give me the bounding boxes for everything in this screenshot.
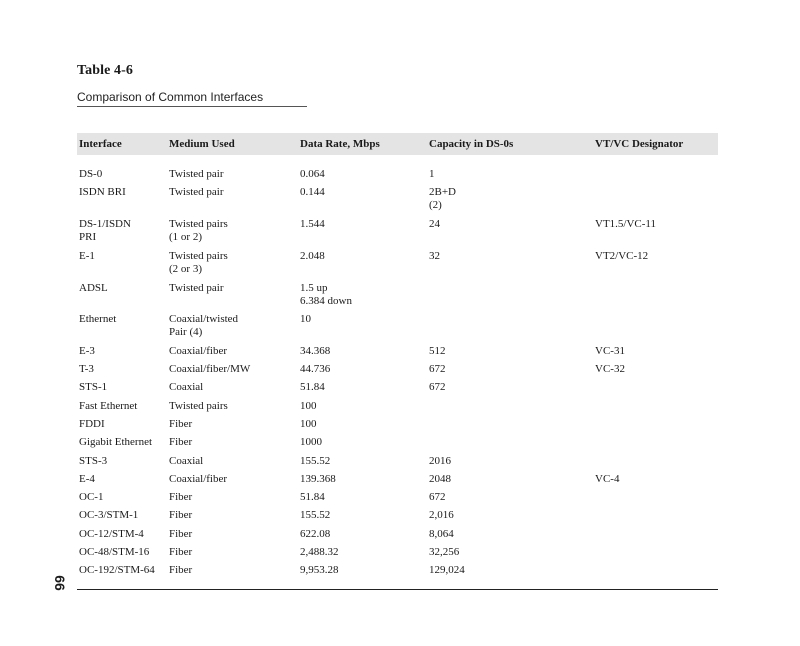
cell-designator: VC-4 — [595, 473, 620, 485]
cell-medium: Twisted pairs (2 or 3) — [169, 250, 228, 275]
cell-medium: Coaxial/fiber/MW — [169, 363, 251, 375]
cell-rate: 1.5 up 6.384 down — [300, 282, 352, 307]
page-number: 66 — [52, 575, 68, 591]
cell-medium: Fiber — [169, 509, 193, 521]
cell-capacity: 32 — [429, 250, 440, 262]
cell-designator: VT1.5/VC-11 — [595, 218, 657, 230]
cell-rate: 1.544 — [300, 218, 325, 230]
cell-capacity: 2048 — [429, 473, 451, 485]
cell-capacity: 1 — [429, 168, 435, 180]
cell-rate: 155.52 — [300, 509, 331, 521]
cell-capacity: 512 — [429, 345, 446, 357]
cell-rate: 622.08 — [300, 528, 331, 540]
cell-medium: Fiber — [169, 546, 193, 558]
cell-medium: Fiber — [169, 528, 193, 540]
column-header-medium: Medium Used — [169, 138, 235, 150]
cell-interface: E-3 — [79, 345, 95, 357]
table-bottom-rule — [77, 589, 718, 590]
cell-capacity: 672 — [429, 491, 446, 503]
table-label: Table 4-6 — [77, 63, 134, 78]
cell-interface: OC-192/STM-64 — [79, 564, 155, 576]
cell-medium: Coaxial — [169, 455, 204, 467]
cell-capacity: 129,024 — [429, 564, 465, 576]
cell-interface: Fast Ethernet — [79, 400, 138, 412]
cell-interface: DS-1/ISDN PRI — [79, 218, 131, 243]
cell-medium: Fiber — [169, 564, 193, 576]
cell-designator: VC-32 — [595, 363, 625, 375]
cell-interface: STS-1 — [79, 381, 108, 393]
cell-rate: 155.52 — [300, 455, 331, 467]
column-header-data-rate: Data Rate, Mbps — [300, 138, 380, 150]
cell-interface: OC-1 — [79, 491, 104, 503]
cell-designator: VT2/VC-12 — [595, 250, 649, 262]
cell-interface: OC-48/STM-16 — [79, 546, 150, 558]
column-header-capacity: Capacity in DS-0s — [429, 138, 514, 150]
cell-capacity: 2,016 — [429, 509, 454, 521]
cell-medium: Fiber — [169, 491, 193, 503]
cell-rate: 51.84 — [300, 381, 325, 393]
column-header-interface: Interface — [79, 138, 122, 150]
cell-rate: 34.368 — [300, 345, 331, 357]
cell-interface: E-1 — [79, 250, 95, 262]
cell-interface: STS-3 — [79, 455, 108, 467]
cell-rate: 139.368 — [300, 473, 336, 485]
cell-interface: Ethernet — [79, 313, 117, 325]
cell-medium: Coaxial/fiber — [169, 473, 228, 485]
cell-interface: ADSL — [79, 282, 108, 294]
cell-capacity: 2016 — [429, 455, 451, 467]
cell-capacity: 672 — [429, 381, 446, 393]
cell-rate: 2,488.32 — [300, 546, 339, 558]
cell-rate: 9,953.28 — [300, 564, 339, 576]
cell-rate: 0.144 — [300, 186, 325, 198]
cell-interface: FDDI — [79, 418, 105, 430]
cell-rate: 10 — [300, 313, 311, 325]
cell-medium: Twisted pair — [169, 186, 224, 198]
cell-rate: 51.84 — [300, 491, 325, 503]
cell-designator: VC-31 — [595, 345, 625, 357]
cell-rate: 100 — [300, 418, 317, 430]
cell-rate: 1000 — [300, 436, 322, 448]
cell-medium: Fiber — [169, 436, 193, 448]
cell-medium: Fiber — [169, 418, 193, 430]
column-header-designator: VT/VC Designator — [595, 138, 684, 150]
cell-medium: Coaxial — [169, 381, 204, 393]
cell-interface: T-3 — [79, 363, 94, 375]
cell-interface: Gigabit Ethernet — [79, 436, 153, 448]
cell-capacity: 2B+D (2) — [429, 186, 456, 211]
cell-interface: E-4 — [79, 473, 95, 485]
cell-interface: DS-0 — [79, 168, 103, 180]
cell-interface: ISDN BRI — [79, 186, 126, 198]
cell-medium: Twisted pair — [169, 282, 224, 294]
cell-medium: Twisted pair — [169, 168, 224, 180]
cell-capacity: 8,064 — [429, 528, 454, 540]
cell-capacity: 24 — [429, 218, 440, 230]
cell-interface: OC-3/STM-1 — [79, 509, 139, 521]
cell-medium: Twisted pairs — [169, 400, 228, 412]
cell-medium: Coaxial/fiber — [169, 345, 228, 357]
cell-capacity: 672 — [429, 363, 446, 375]
cell-rate: 2.048 — [300, 250, 325, 262]
cell-rate: 100 — [300, 400, 317, 412]
cell-capacity: 32,256 — [429, 546, 460, 558]
cell-medium: Coaxial/twisted Pair (4) — [169, 313, 239, 338]
cell-rate: 0.064 — [300, 168, 325, 180]
caption-rule — [77, 106, 307, 107]
table-caption: Comparison of Common Interfaces — [77, 90, 264, 104]
cell-rate: 44.736 — [300, 363, 331, 375]
cell-medium: Twisted pairs (1 or 2) — [169, 218, 228, 243]
cell-interface: OC-12/STM-4 — [79, 528, 144, 540]
